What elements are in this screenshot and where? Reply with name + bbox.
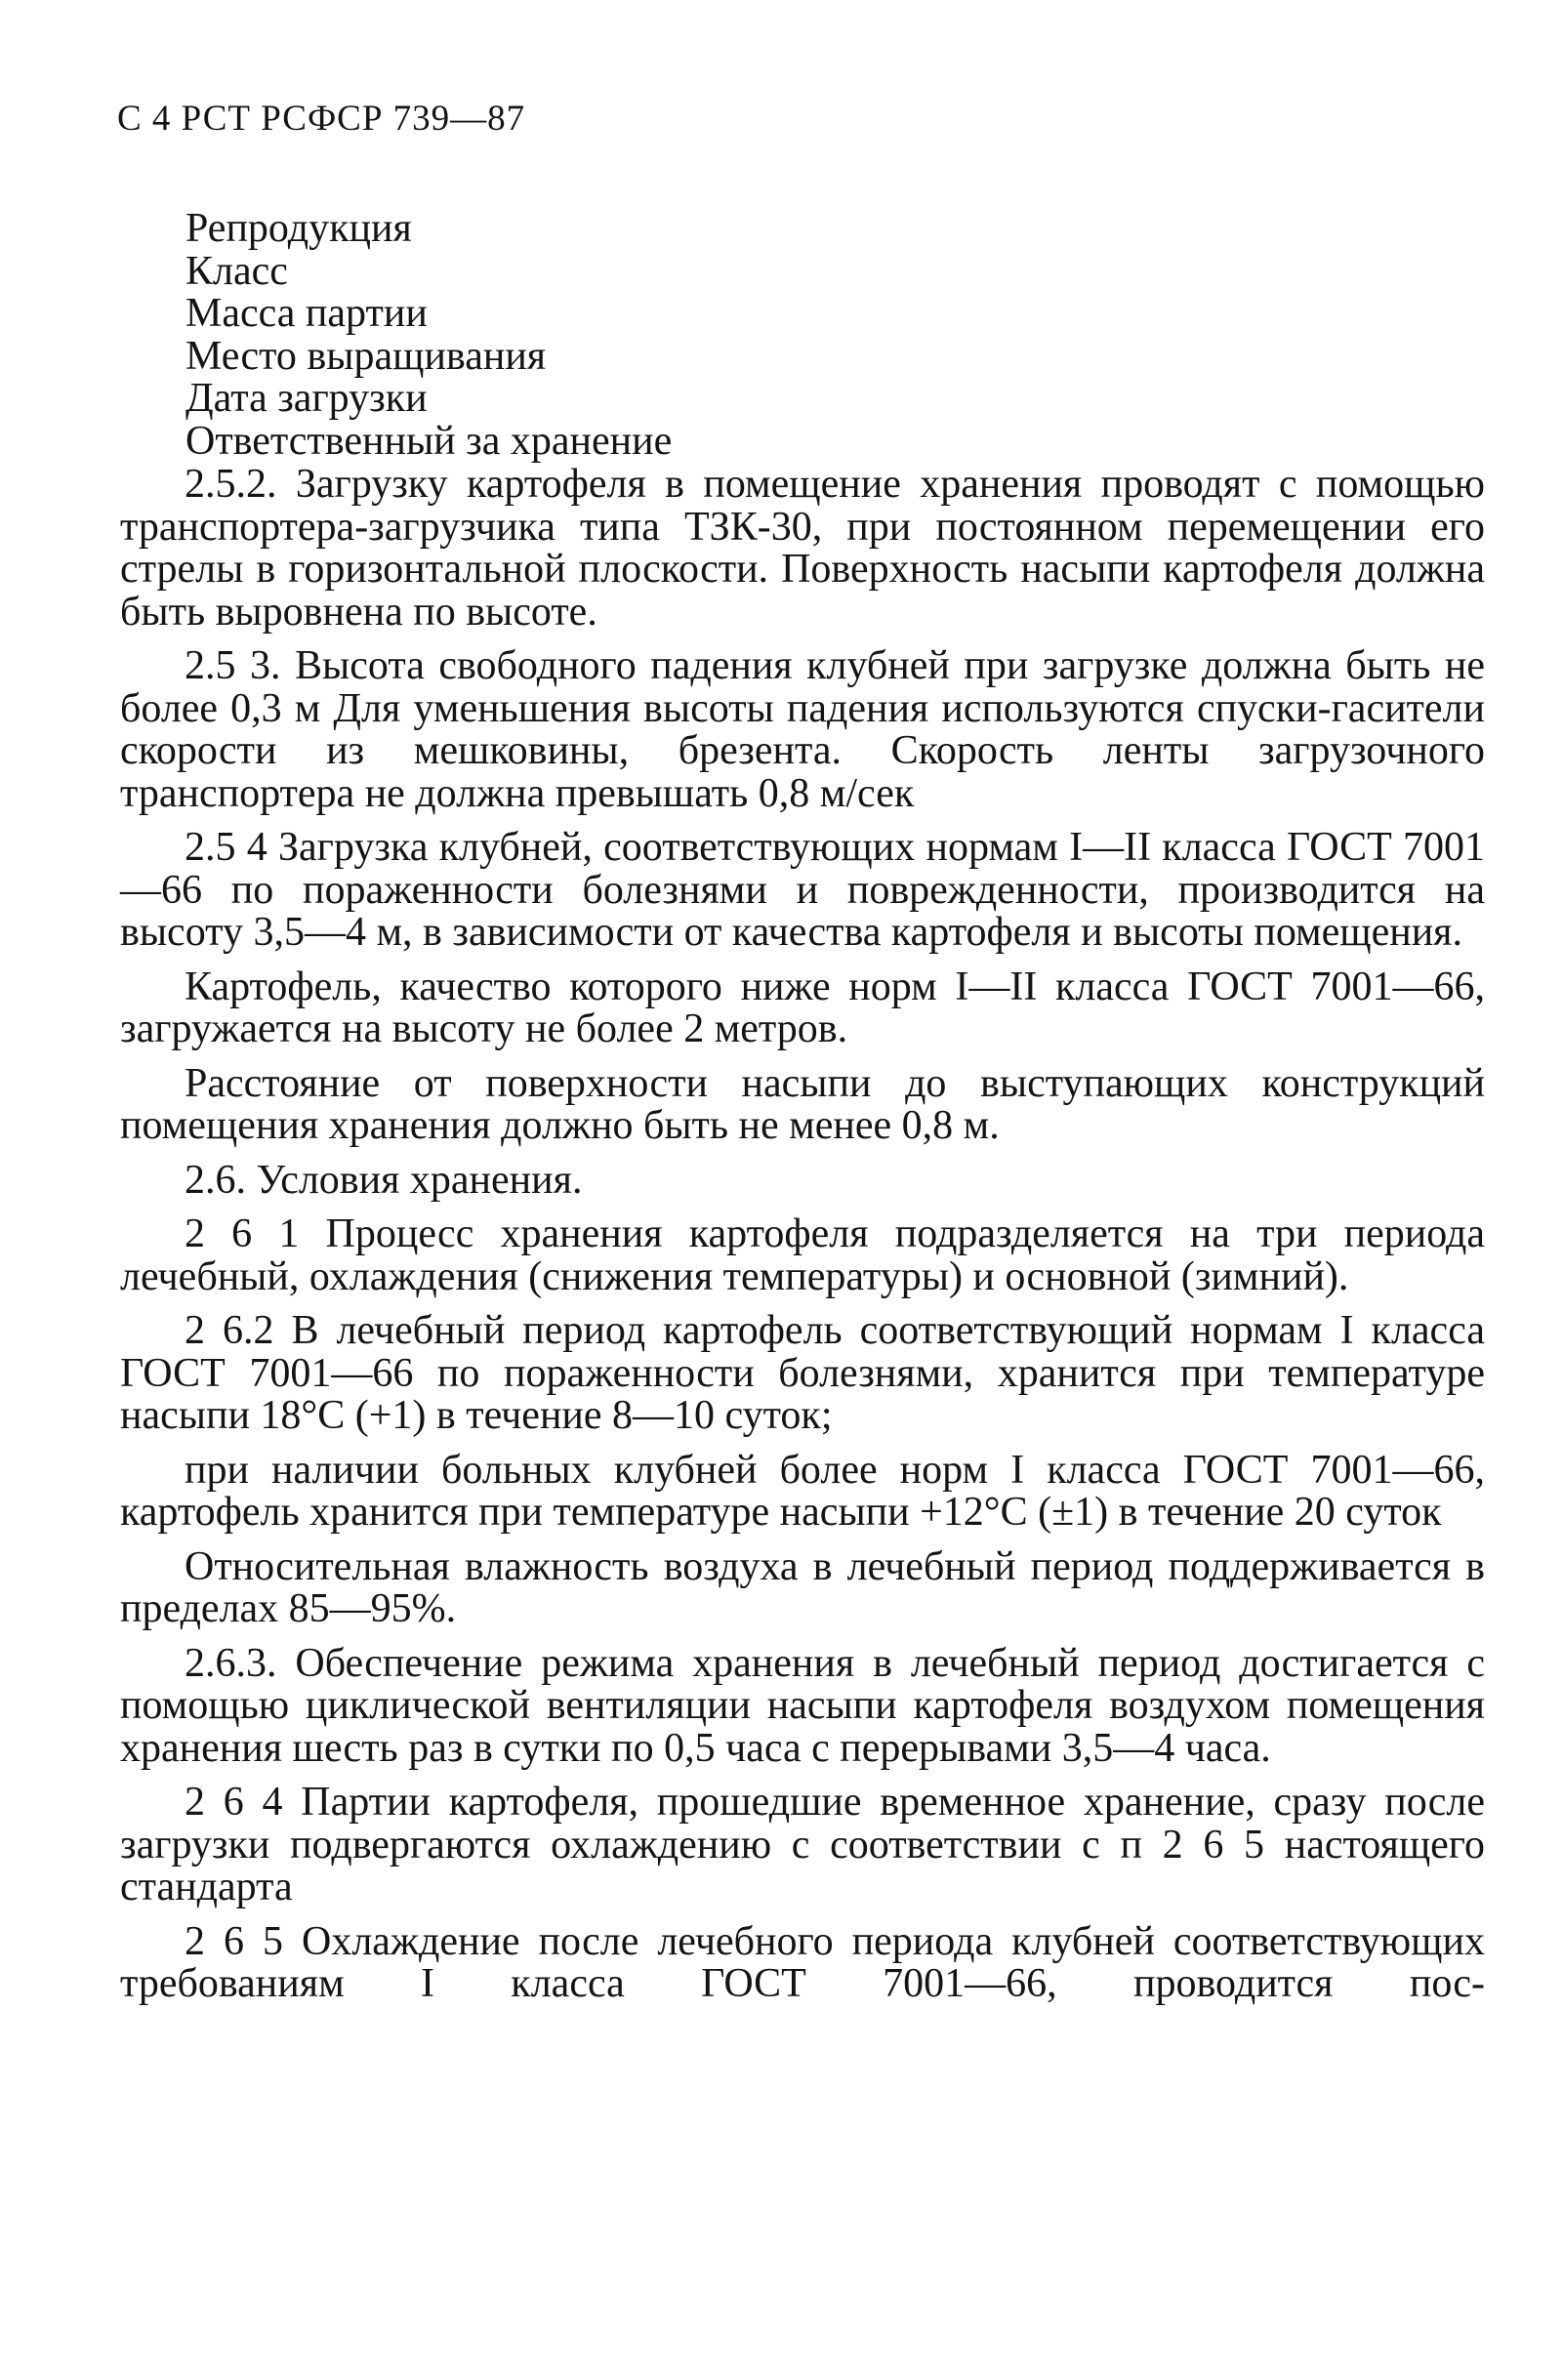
- label-list-item: Ответственный за хранение: [185, 418, 673, 464]
- label-list-item: Дата загрузки: [185, 376, 428, 421]
- paragraph-2-5-2: 2.5.2. Загрузку картофеля в помещение хранения проводят с помощью транспортера-загрузчика типа ТЗК-30, при постоянном перемещении его стрелы в горизонтальной плоскости. Поверхность насыпи картофеля должна быть выровнена по высоте.: [120, 462, 1485, 635]
- label-list-item: Место выращивания: [185, 333, 547, 379]
- paragraph-2-5-3: 2.5 3. Высота свободного падения клубней при загрузке должна быть не более 0,3 м Для уменьшения высоты падения используются спуски-гасители скорости из мешковины, брезента. Скорость ленты загрузочного транспортера не должна превышать 0,8 м/сек: [120, 643, 1485, 816]
- section-heading-2-6: 2.6. Условия хранения.: [185, 1157, 583, 1203]
- paragraph-2-6-5: 2 6 5 Охлаждение после лечебного периода клубней соответствующих требованиям I класса ГОСТ 7001—66, проводится пос-: [120, 1918, 1485, 2006]
- label-list-item: Класс: [185, 248, 288, 294]
- paragraph-2-6-3: 2.6.3. Обеспечение режима хранения в лечебный период достигается с помощью циклической вентиляции насыпи картофеля воздухом помещения хранения шесть раз в сутки по 0,5 часа с перерывами 3,5—4 часа.: [120, 1640, 1485, 1771]
- paragraph-2-5-4: 2.5 4 Загрузка клубней, соответствующих нормам I—II класса ГОСТ 7001—66 по пораженности болезнями и поврежденности, производится на высоту 3,5—4 м, в зависимости от качества картофеля и высоты помещения.: [120, 825, 1485, 955]
- label-list: [185, 208, 1455, 463]
- label-list-item: Репродукция: [185, 206, 412, 251]
- paragraph-sick-tubers: при наличии больных клубней более норм I класса ГОСТ 7001—66, картофель хранится при температуре насыпи +12°С (±1) в течение 20 суток: [120, 1447, 1485, 1535]
- paragraph-potato-below-norms: Картофель, качество которого ниже норм I—II класса ГОСТ 7001—66, загружается на высоту не более 2 метров.: [120, 964, 1485, 1051]
- label-list-item: Масса партии: [185, 291, 428, 336]
- document-body: [120, 464, 1485, 2018]
- paragraph-2-6-1: 2 6 1 Процесс хранения картофеля подразделяется на три периода лечебный, охлаждения (снижения температуры) и основной (зимний).: [120, 1211, 1485, 1299]
- page-header: С 4 РСТ РСФСР 739—87: [117, 99, 526, 139]
- paragraph-2-6-4: 2 6 4 Партии картофеля, прошедшие временное хранение, сразу после загрузки подвергаются охлаждению с соответствии с п 2 6 5 настоящего стандарта: [120, 1780, 1485, 1909]
- paragraph-distance-to-structures: Расстояние от поверхности насыпи до выступающих конструкций помещения хранения должно быть не менее 0,8 м.: [120, 1060, 1485, 1148]
- paragraph-humidity: Относительная влажность воздуха в лечебный период поддерживается в пределах 85—95%.: [120, 1543, 1485, 1631]
- paragraph-2-6-2: 2 6.2 В лечебный период картофель соответствующий нормам I класса ГОСТ 7001—66 по пораженности болезнями, хранится при температуре насыпи 18°С (+1) в течение 8—10 суток;: [120, 1308, 1485, 1438]
